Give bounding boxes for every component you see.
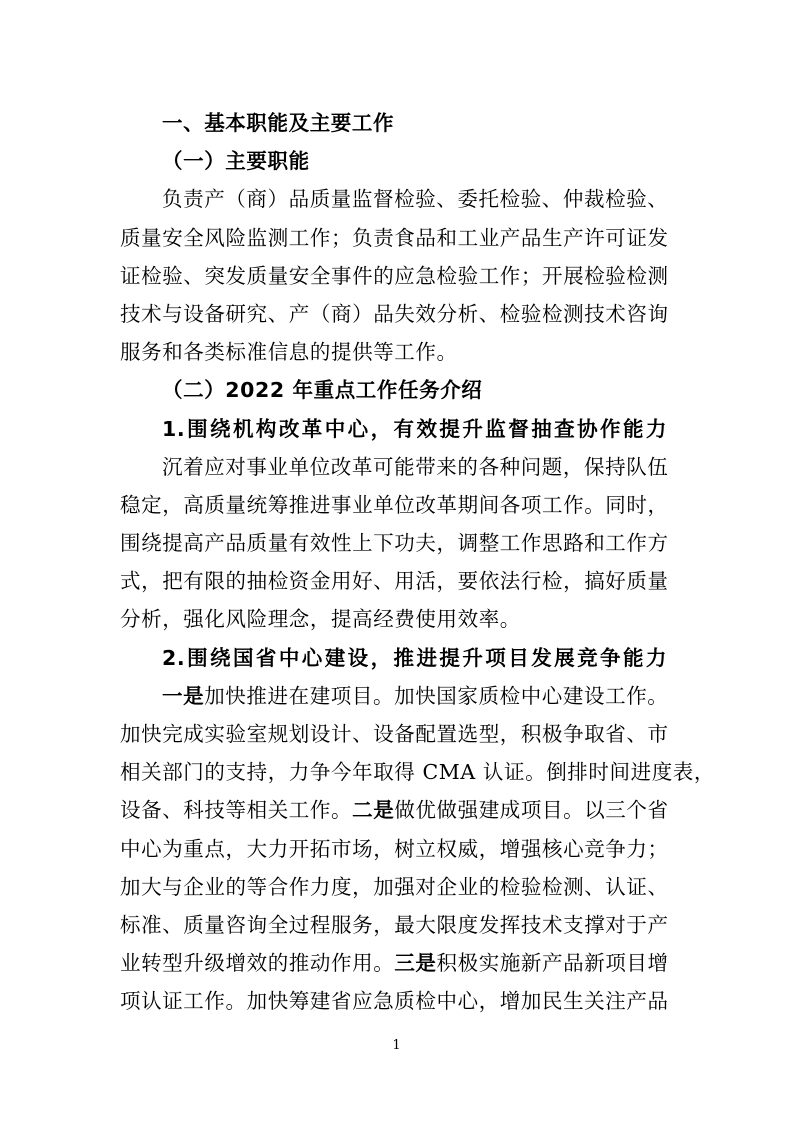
paragraph-line: 服务和各类标准信息的提供等工作。: [120, 340, 458, 365]
paragraph-line: 加大与企业的等合作力度，加强对企业的检验检测、认证、: [120, 874, 669, 899]
paragraph-line: 稳定，高质量统筹推进事业单位改革期间各项工作。同时，: [120, 492, 669, 517]
document-body: [120, 104, 716, 1021]
task-heading-1: 1.围绕机构改革中心，有效提升监督抽查协作能力: [162, 416, 667, 441]
paragraph-line: [120, 791, 667, 829]
page-number: 1: [392, 1038, 401, 1053]
emphasis-first: 一是: [162, 683, 205, 708]
paragraph-main-functions: [120, 180, 667, 371]
paragraph-line: 加快完成实验室规划设计、设备配置选型，积极争取省、市: [120, 722, 669, 746]
paragraph-line: 证检验、突发质量安全事件的应急检验工作；开展检验检测: [120, 263, 669, 288]
text-run: 做优做强建成项目。以三个省: [394, 798, 669, 823]
section-heading: 一、基本职能及主要工作: [162, 111, 395, 135]
paragraph-line: [120, 944, 667, 982]
task-heading-2: 2.围绕国省中心建设，推进提升项目发展竞争能力: [162, 645, 667, 670]
text-run: 加快推进在建项目。加快国家质检中心建设工作。: [204, 683, 669, 708]
paragraph-line: 相关部门的支持，力争今年取得 CMA 认证。倒排时间进度表，: [120, 760, 716, 785]
paragraph-line: 技术与设备研究、产（商）品失效分析、检验检测技术咨询: [120, 301, 669, 326]
paragraph-task-2: [120, 677, 716, 1021]
emphasis-third: 三是: [394, 951, 437, 976]
paragraph-task-1: [120, 448, 667, 639]
subsection-heading-main-functions: （一）主要职能: [162, 149, 310, 174]
paragraph-line: 式，把有限的抽检资金用好、用活，要依法行检，搞好质量: [120, 569, 669, 594]
paragraph-line: 质量安全风险监测工作；负责食品和工业产品生产许可证发: [120, 225, 669, 250]
text-run: 业转型升级增效的推动作用。: [120, 951, 395, 976]
paragraph-line: 中心为重点，大力开拓市场，树立权威，增强核心竞争力；: [120, 836, 669, 861]
emphasis-second: 二是: [352, 798, 395, 823]
text-run: 设备、科技等相关工作。: [120, 798, 353, 823]
paragraph-line: 沉着应对事业单位改革可能带来的各种问题，保持队伍: [162, 454, 669, 479]
paragraph-line: 负责产（商）品质量监督检验、委托检验、仲裁检验、: [162, 187, 669, 212]
paragraph-line: [120, 677, 667, 715]
paragraph-line: 分析，强化风险理念，提高经费使用效率。: [120, 607, 521, 632]
paragraph-line: 标准、质量咨询全过程服务，最大限度发挥技术支撑对于产: [120, 912, 669, 937]
paragraph-line: 项认证工作。加快筹建省应急质检中心，增加民生关注产品: [120, 989, 669, 1014]
subsection-heading-key-tasks: （二）2022 年重点工作任务介绍: [162, 378, 483, 403]
paragraph-line: 围绕提高产品质量有效性上下功夫，调整工作思路和工作方: [120, 531, 669, 556]
text-run: 积极实施新产品新项目增: [436, 951, 669, 976]
